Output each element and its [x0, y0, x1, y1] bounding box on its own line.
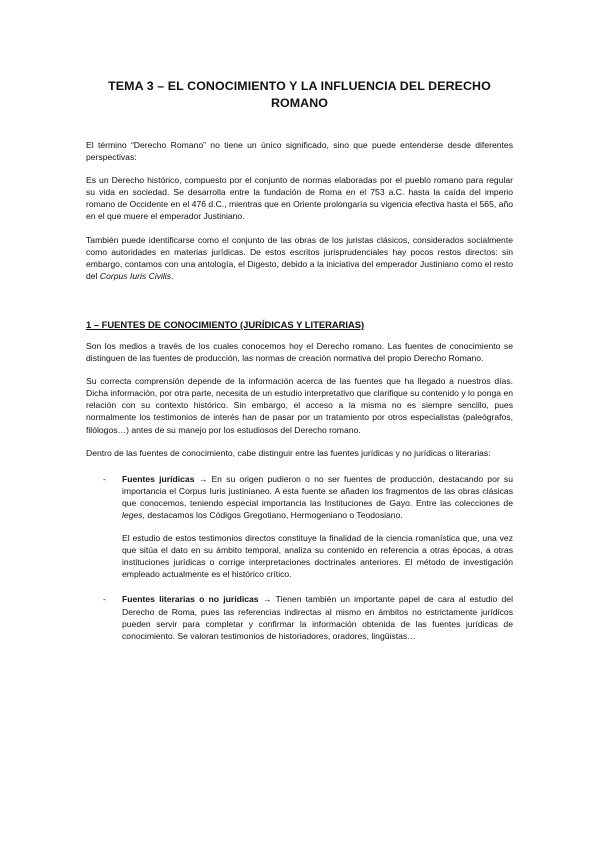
- intro-paragraph-1: El término “Derecho Romano” no tiene un único significado, sino que puede entenderse desde diferentes perspectivas:: [86, 140, 513, 163]
- section-1-paragraph-3: Dentro de las fuentes de conocimiento, cabe distinguir entre las fuentes jurídicas y no jurídicas o literarias:: [86, 447, 491, 458]
- intro-paragraph-3: [86, 234, 513, 282]
- section-1-heading: 1 – FUENTES DE CONOCIMIENTO (JURÍDICAS Y LITERARIAS): [86, 318, 365, 330]
- bullet-label: Fuentes jurídicas: [122, 473, 195, 484]
- bullet-label: Fuentes literarias o no jurídicas: [122, 594, 259, 605]
- bullet-dash: -: [103, 473, 106, 484]
- section-1-paragraph-1: Son los medios a través de los cuales conocemos hoy el Derecho romano. Las fuentes de conocimiento se distinguen de las fuentes de producción, las normas de creación normativa del propio Derecho Romano.: [86, 340, 513, 364]
- bullet-paragraph: [122, 593, 513, 641]
- bullet-text: Tienen también un importante papel de cara al estudio del Derecho de Roma, pues las referencias indirectas al mismo en ámbitos no estrictamente jurídicos pueden servir para completar y confirmar la información obtenida de las fuentes jurídicas de conocimiento. Se valoran testimonios de historiadores, oradores, lingüistas…: [122, 594, 513, 641]
- bullet-text: En su origen pudieron o no ser fuentes de producción, destacando por su importancia el Corpus Iuris justinianeo. A esta fuente se añaden los fragmentos de las obras clásicas que conocemos, teniendo especial importancia las Instituciones de Gayo. Entre las colecciones de: [122, 473, 513, 508]
- page-title: TEMA 3 – EL CONOCIMIENTO Y LA INFLUENCIA DEL DERECHO ROMANO: [108, 79, 491, 110]
- arrow-right-icon: →: [258, 594, 276, 605]
- section-1-paragraph-2: Su correcta comprensión depende de la información acerca de las fuentes que ha llegado a nuestros días. Dicha información, por otra parte, necesita de un estudio interpretativo que clarifique su contenido y lo ponga en relación con su contexto histórico. Sin embargo, el acceso a la misma no es siempre sencillo, pues normalmente los testimonios de interés han de pasar por un tratamiento por otros especialistas (paleógrafos, filólogos…) antes de su manejo por los estudiosos del Derecho romano.: [86, 376, 513, 435]
- intro-paragraph-3-end: .: [171, 270, 174, 281]
- intro-paragraph-3-text: También puede identificarse como el conjunto de las obras de los juristas clásicos, considerados socialmente como autoridades en materias jurídicas. De estos escritos jurisprudenciales hay pocos restos directos: sin embargo, contamos con una antología, el Digesto, debido a la iniciativa del emperador Justiniano como el resto del: [86, 234, 513, 281]
- arrow-right-icon: →: [194, 473, 212, 484]
- bullet-paragraph: [122, 473, 513, 521]
- bullet-text-end: , destacamos los Códigos Gregotiano, Hermogeniano o Teodosiano.: [142, 509, 403, 520]
- list-item: [86, 593, 513, 641]
- intro-paragraph-2: Es un Derecho histórico, compuesto por el conjunto de normas elaboradas por el pueblo romano para regular su vida en sociedad. Se desarrolla entre la fundación de Roma en el 753 a.C. hasta la caída del imperio romano de Occidente en el 476 d.C., mientras que en Oriente prolongaría su vigencia efectiva hasta el 565, año en el que muere el emperador Justiniano.: [86, 175, 513, 222]
- bullet-sub-paragraph: El estudio de estos testimonios directos constituye la finalidad de la ciencia romanística que, una vez que sitúa el dato en su ámbito temporal, analiza su contenido en referencia a otras épocas, a otras instituciones jurídicas o corrige interpretaciones doctrinales anteriores. El método de investigación empleado actualmente es el histórico crítico.: [122, 533, 513, 580]
- leges-italic: leges: [122, 509, 143, 520]
- bullet-dash: -: [103, 594, 106, 605]
- corpus-iuris-civilis-italic: Corpus Iuris Civilis: [99, 270, 172, 281]
- list-item: [86, 473, 513, 581]
- sources-list: [86, 473, 513, 642]
